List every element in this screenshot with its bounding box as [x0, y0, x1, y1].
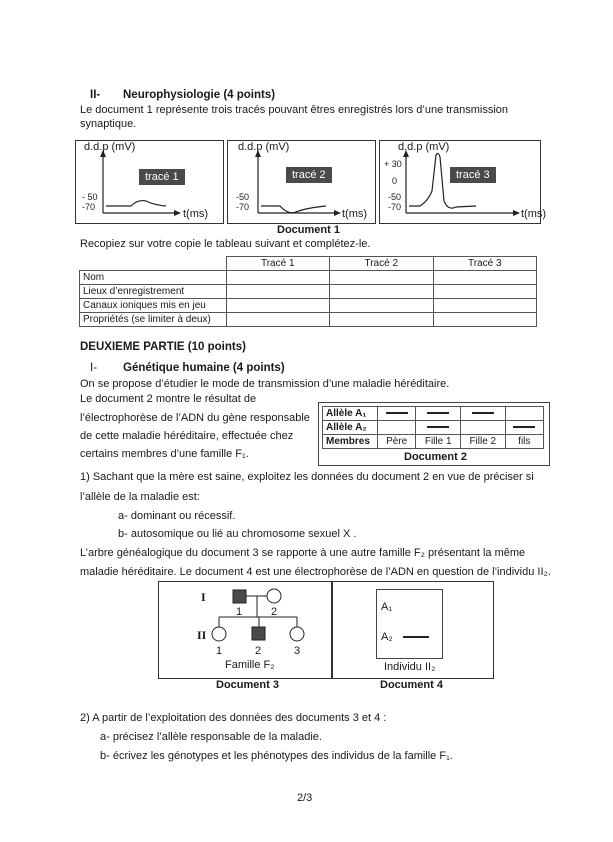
id-II1: 1 — [216, 645, 223, 657]
member-name: Fille 1 — [416, 435, 461, 449]
a1-cell — [378, 407, 416, 421]
xlabel-2: t(ms) — [342, 208, 368, 220]
table-row — [80, 313, 537, 327]
member-name: Fille 2 — [460, 435, 505, 449]
xlabel-3: t(ms) — [521, 208, 547, 220]
doc3-caption: Document 3 — [216, 679, 279, 691]
trace-1-label: tracé 1 — [139, 169, 185, 185]
table-row — [80, 271, 537, 285]
allele-a2-row — [323, 421, 544, 435]
gen2-2-affected — [252, 627, 265, 640]
tick-3c: -50 — [388, 192, 402, 202]
trace-table — [79, 256, 537, 327]
doc2-table — [322, 406, 544, 449]
table-cell — [330, 271, 434, 285]
table-row — [80, 285, 537, 299]
gen1-female-healthy — [267, 589, 281, 603]
tick-1a: - 50 — [82, 192, 98, 202]
trace-2-label: tracé 2 — [286, 167, 332, 183]
table-header-empty — [80, 257, 227, 271]
row-label: Lieux d’enregistrement — [80, 285, 227, 299]
doc1-caption: Document 1 — [277, 224, 340, 236]
doc2-text-2: l’électrophorèse de l’ADN du gène responsable — [80, 412, 310, 424]
ylabel-1: d.d.p (mV) — [84, 141, 136, 153]
member-name: fils — [505, 435, 543, 449]
gen2-1 — [212, 627, 226, 641]
table-cell — [433, 299, 537, 313]
table-row — [80, 299, 537, 313]
q2-b: b- écrivez les génotypes et les phénotypes des individus de la famille F₁. — [100, 750, 453, 762]
member-name: Père — [378, 435, 416, 449]
a2-cell-empty — [460, 421, 505, 435]
table-cell — [433, 285, 537, 299]
q1-line-2: l’allèle de la maladie est: — [80, 491, 200, 503]
gen-I: I — [201, 590, 206, 604]
doc4-caption: Document 4 — [380, 679, 443, 691]
copy-instruction: Recopiez sur votre copie le tableau suivant et complétez-le. — [80, 238, 371, 250]
table-cell — [433, 271, 537, 285]
gel-a2: A₂ — [381, 631, 393, 643]
table-cell — [226, 271, 330, 285]
table-cell — [226, 285, 330, 299]
a2-cell — [416, 421, 461, 435]
doc2-text-4: certains membres d’une famille F₁. — [80, 448, 249, 460]
doc2-text-3: de cette maladie héréditaire, effectuée chez — [80, 430, 294, 442]
a1-band — [427, 412, 449, 414]
members-label: Membres — [323, 435, 378, 449]
id-II3: 3 — [294, 645, 301, 657]
electrophoresis-gel — [376, 589, 443, 659]
a2-cell-empty — [378, 421, 416, 435]
section-title: Neurophysiologie (4 points) — [123, 89, 276, 101]
doc2-caption: Document 2 — [404, 451, 467, 463]
doc4-box — [331, 581, 494, 679]
table-header-row — [80, 257, 537, 271]
graph-trace-3 — [379, 140, 547, 224]
doc2-text-1: Le document 2 montre le résultat de — [80, 393, 257, 405]
gen-II: II — [197, 628, 207, 642]
genetics-intro: On se propose d’étudier le mode de transmission d’une maladie héréditaire. — [80, 378, 450, 390]
allele-a1-label: Allèle A₁ — [323, 407, 378, 421]
allele-a2-label: Allèle A₂ — [323, 421, 378, 435]
tick-3b: 0 — [392, 176, 398, 186]
page-number: 2/3 — [297, 792, 313, 804]
table-header: Tracé 2 — [330, 257, 434, 271]
members-row — [323, 435, 544, 449]
family-label: Famille F₂ — [225, 659, 275, 671]
q2-line-1: 2) A partir de l’exploitation des données des documents 3 et 4 : — [80, 712, 387, 724]
ylabel-3: d.d.p (mV) — [398, 141, 450, 153]
ylabel-2: d.d.p (mV) — [238, 141, 290, 153]
intro-line-2: synaptique. — [80, 118, 137, 130]
table-cell — [330, 313, 434, 327]
xlabel-1: t(ms) — [183, 208, 209, 220]
q1-b: b- autosomique ou lié au chromosome sexuel X . — [118, 528, 357, 540]
table-cell — [330, 285, 434, 299]
graph-trace-1 — [75, 140, 224, 224]
a2-band — [513, 426, 535, 428]
part2-title: DEUXIEME PARTIE (10 points) — [80, 341, 246, 353]
doc34-intro-2: maladie héréditaire. Le document 4 est une électrophorèse de l’ADN en question de l’individu II₂. — [80, 566, 551, 578]
tick-3a: + 30 — [384, 159, 402, 169]
subsection-number: I- — [90, 362, 98, 374]
table-cell — [330, 299, 434, 313]
table-header: Tracé 1 — [226, 257, 330, 271]
table-cell — [433, 313, 537, 327]
gel-a2-band — [403, 636, 429, 638]
graph-trace-2 — [227, 140, 376, 224]
a1-cell — [416, 407, 461, 421]
a2-band — [427, 426, 449, 428]
a1-band — [472, 412, 494, 414]
intro-line-1: Le document 1 représente trois tracés pouvant êtres enregistrés lors d’une transmission — [80, 104, 508, 116]
row-label: Canaux ioniques mis en jeu — [80, 299, 227, 313]
tick-3d: -70 — [388, 202, 402, 212]
gen1-male-affected — [233, 590, 246, 603]
trace-3-label: tracé 3 — [450, 167, 496, 183]
q1-line-1: 1) Sachant que la mère est saine, exploitez les données du document 2 en vue de préciser si — [80, 471, 534, 483]
subsection-title: Génétique humaine (4 points) — [123, 362, 285, 374]
table-header: Tracé 3 — [433, 257, 537, 271]
doc34-intro-1: L’arbre généalogique du document 3 se rapporte à une autre famille F₂ présentant la même — [80, 547, 526, 559]
allele-a1-row — [323, 407, 544, 421]
individual-label: Individu II₂ — [384, 661, 436, 673]
row-label: Propriétés (se limiter à deux) — [80, 313, 227, 327]
q2-a: a- précisez l’allèle responsable de la maladie. — [100, 731, 322, 743]
tick-2a: -50 — [236, 192, 250, 202]
a1-cell — [460, 407, 505, 421]
tick-2b: -70 — [236, 202, 250, 212]
table-cell — [226, 299, 330, 313]
a1-band — [386, 412, 408, 414]
a2-cell — [505, 421, 543, 435]
doc3-box — [158, 581, 333, 679]
q1-a: a- dominant ou récessif. — [118, 510, 236, 522]
a1-cell-empty — [505, 407, 543, 421]
gel-a1: A₁ — [381, 601, 393, 613]
tick-1b: -70 — [82, 202, 96, 212]
section-number: II- — [90, 89, 101, 101]
gen2-3 — [290, 627, 304, 641]
id-I2: 2 — [271, 606, 278, 618]
id-I1: 1 — [236, 606, 243, 618]
table-cell — [226, 313, 330, 327]
id-II2: 2 — [255, 645, 262, 657]
row-label: Nom — [80, 271, 227, 285]
